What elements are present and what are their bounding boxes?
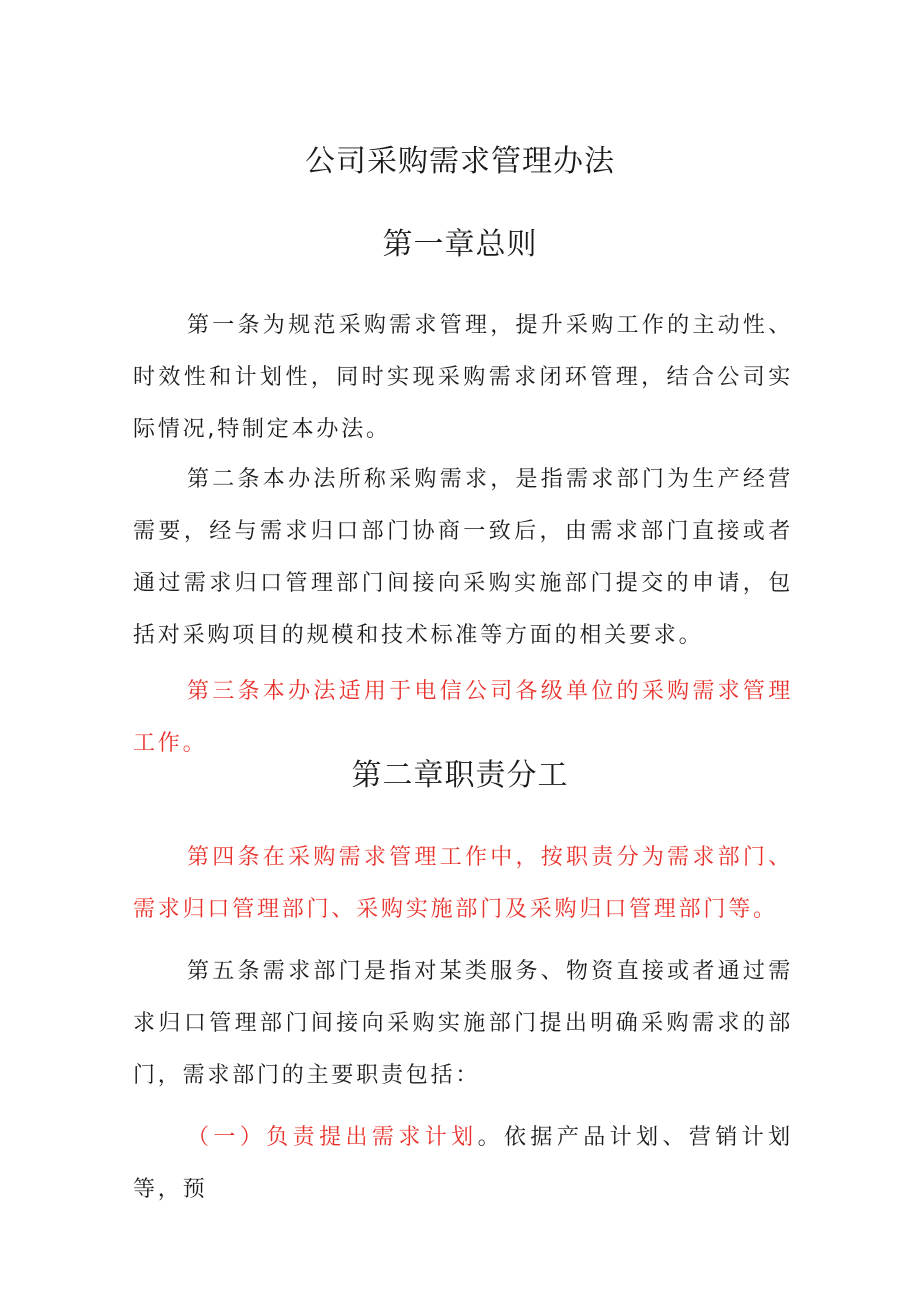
article-2: 第二条本办法所称采购需求，是指需求部门为生产经营需要，经与需求归口部门协商一致后，由需求部门直接或者通过需求归口管理部门间接向采购实施部门提交的申请，包括对采购项目的规模和技术标准等方面的相关要求。: [133, 467, 793, 648]
chapter-heading-1: 第一章总则: [382, 227, 538, 262]
article-1: 第一条为规范采购需求管理，提升采购工作的主动性、时效性和计划性，同时实现采购需求闭环管理，结合公司实际情况,特制定本办法。: [133, 313, 793, 442]
article-4: 第四条在采购需求管理工作中，按职责分为需求部门、需求归口管理部门、采购实施部门及采购归口管理部门等。: [133, 845, 793, 922]
list-item-1: [133, 1112, 793, 1216]
list-item-1-text: 。依据产品计划、营销计划等，预: [133, 1125, 793, 1202]
chapter-heading-2: 第二章职责分工: [351, 758, 569, 793]
article-5: 第五条需求部门是指对某类服务、物资直接或者通过需求归口管理部门间接向采购实施部门提出明确采购需求的部门，需求部门的主要职责包括：: [133, 959, 793, 1088]
list-item-1-label: （一）负责提出需求计划: [187, 1125, 478, 1150]
article-3: 第三条本办法适用于电信公司各级单位的采购需求管理工作。: [133, 679, 793, 756]
document-title: 公司采购需求管理办法: [305, 144, 615, 179]
